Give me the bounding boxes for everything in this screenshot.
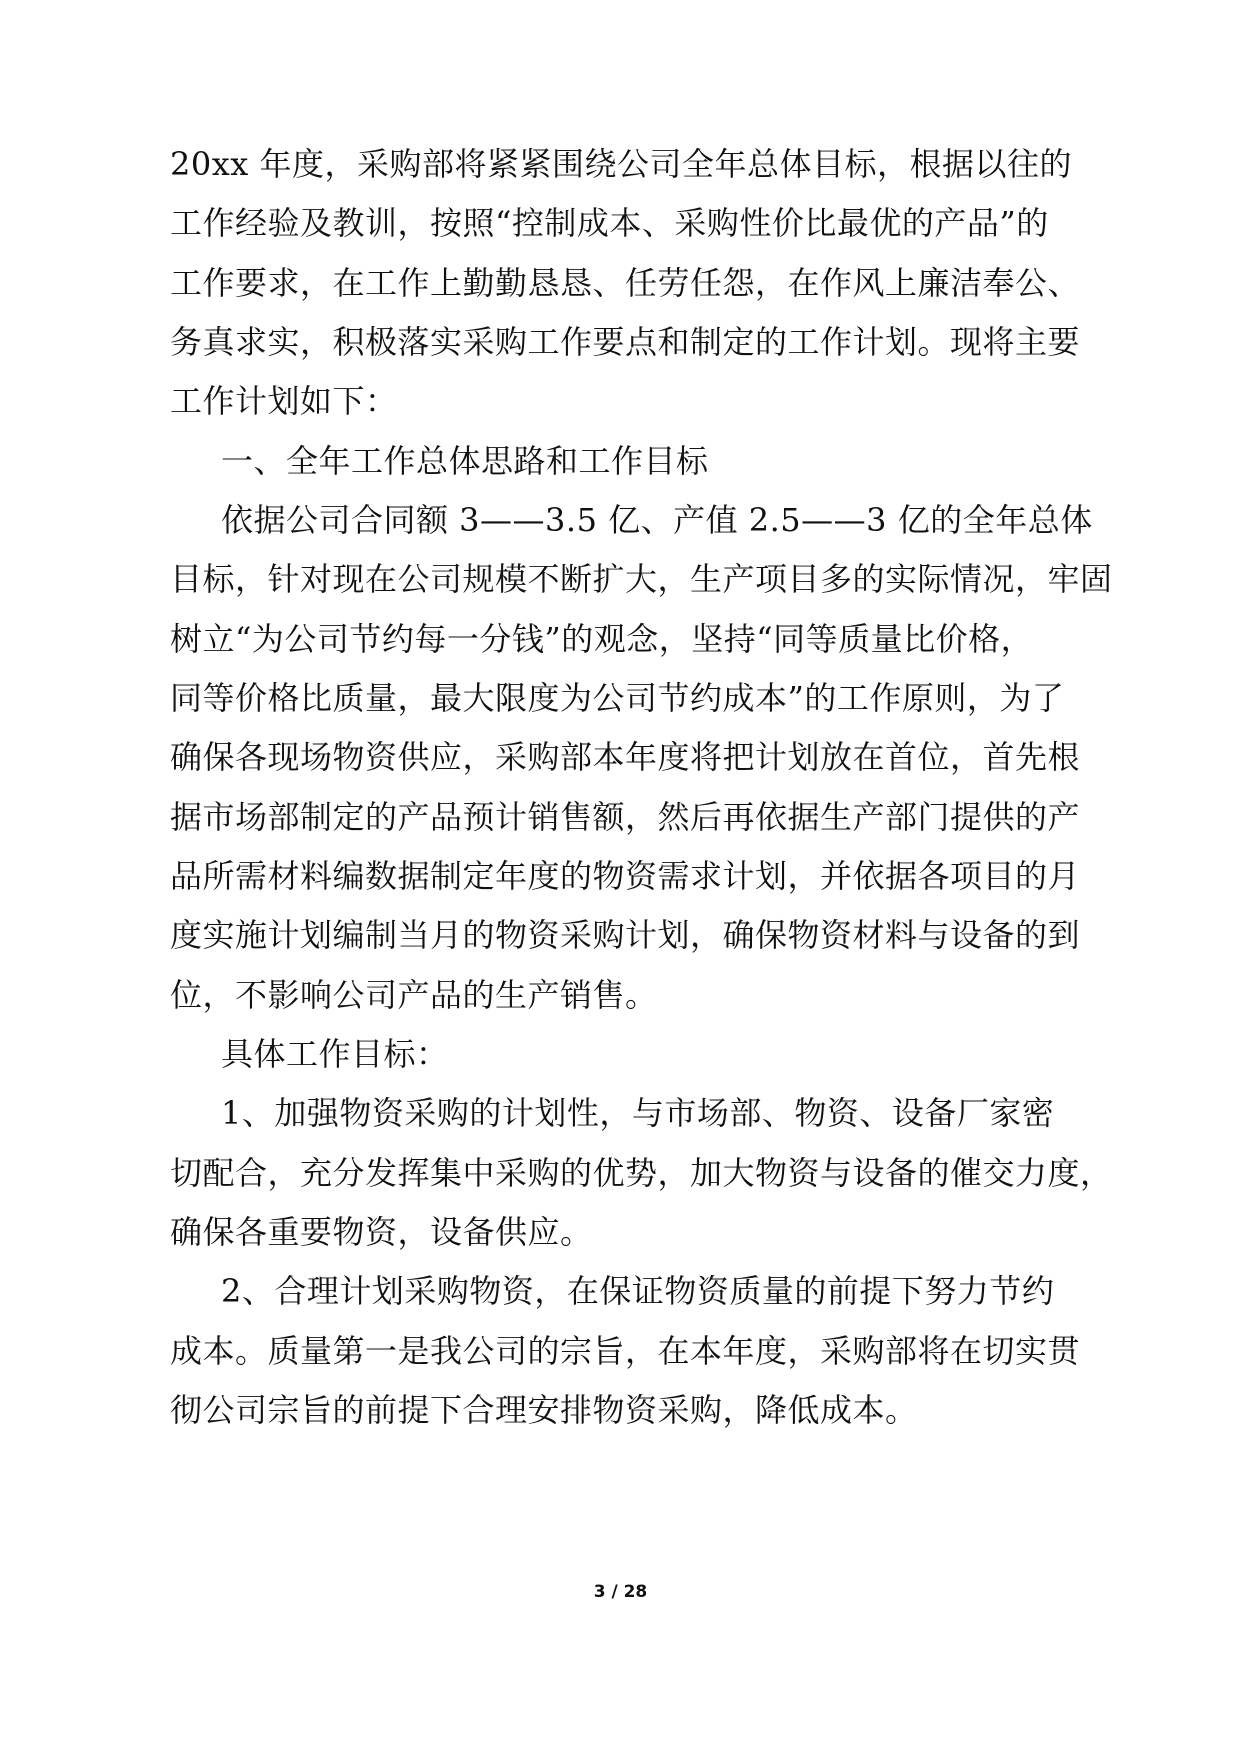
page-number: 3 / 28 xyxy=(593,1582,648,1602)
subheading: 具体工作目标： xyxy=(221,1035,449,1073)
text-line: 依据公司合同额 3——3.5 亿、产值 2.5——3 亿的全年总体 xyxy=(221,501,1093,539)
text-line: 2、合理计划采购物资，在保证物资质量的前提下努力节约 xyxy=(221,1272,1055,1310)
text-line: 务真求实，积极落实采购工作要点和制定的工作计划。现将主要 xyxy=(170,323,1081,361)
text-line: 据市场部制定的产品预计销售额，然后再依据生产部门提供的产 xyxy=(170,798,1081,836)
text-line: 1、加强物资采购的计划性，与市场部、物资、设备厂家密 xyxy=(221,1094,1055,1132)
section-heading: 一、全年工作总体思路和工作目标 xyxy=(221,442,709,480)
text-line: 工作要求，在工作上勤勤恳恳、任劳任怨，在作风上廉洁奉公、 xyxy=(170,264,1081,302)
text-line: 位，不影响公司产品的生产销售。 xyxy=(170,976,658,1014)
text-line: 度实施计划编制当月的物资采购计划，确保物资材料与设备的到 xyxy=(170,916,1081,954)
text-line: 确保各重要物资，设备供应。 xyxy=(170,1213,593,1251)
text-line: 切配合，充分发挥集中采购的优势，加大物资与设备的催交力度， xyxy=(170,1154,1113,1192)
text-line: 成本。质量第一是我公司的宗旨，在本年度，采购部将在切实贯 xyxy=(170,1332,1081,1370)
text-line: 树立“为公司节约每一分钱”的观念，坚持“同等质量比价格， xyxy=(170,620,1034,658)
text-line: 20xx 年度，采购部将紧紧围绕公司全年总体目标，根据以往的 xyxy=(170,145,1072,183)
text-line: 目标，针对现在公司规模不断扩大，生产项目多的实际情况，牢固 xyxy=(170,560,1113,598)
text-line: 确保各现场物资供应，采购部本年度将把计划放在首位，首先根 xyxy=(170,738,1081,776)
text-line: 工作经验及教训，按照“控制成本、采购性价比最优的产品”的 xyxy=(170,204,1049,242)
text-line: 品所需材料编数据制定年度的物资需求计划，并依据各项目的月 xyxy=(170,857,1081,895)
text-line: 同等价格比质量，最大限度为公司节约成本”的工作原则，为了 xyxy=(170,679,1065,717)
text-line: 工作计划如下： xyxy=(170,382,398,420)
text-line: 彻公司宗旨的前提下合理安排物资采购，降低成本。 xyxy=(170,1391,918,1429)
